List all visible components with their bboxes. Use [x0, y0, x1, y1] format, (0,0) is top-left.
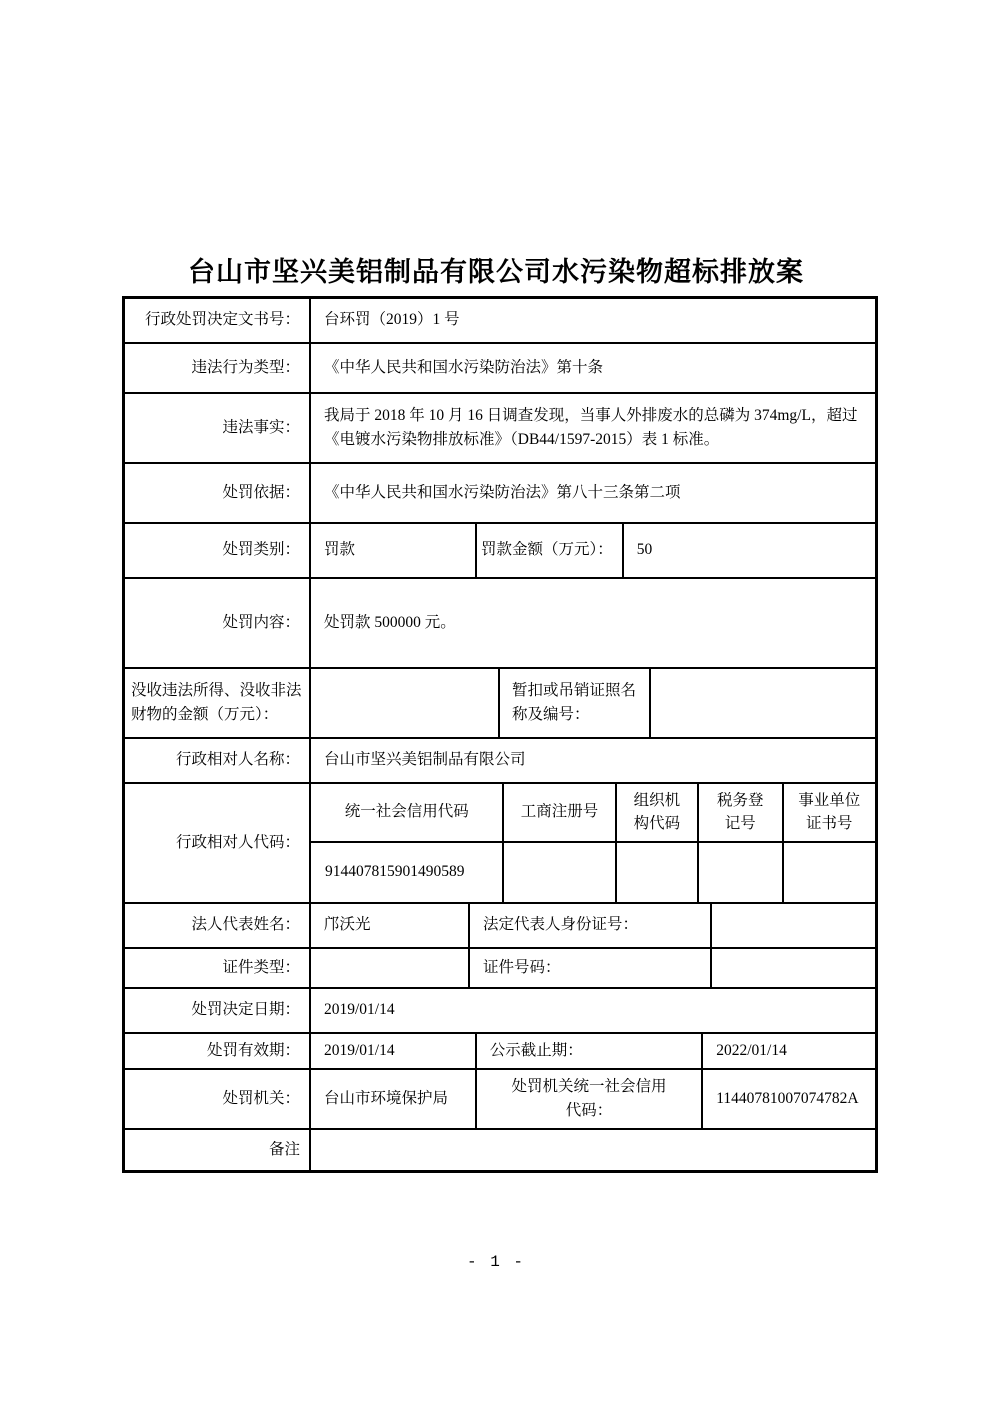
org-code-header: 组织机构代码	[617, 784, 699, 841]
table-row-party-codes	[125, 784, 875, 904]
table-row-violation-fact	[125, 394, 875, 464]
agency-credit-code-value: 11440781007074782A	[716, 1089, 859, 1107]
business-reg-no-header: 工商注册号	[504, 784, 616, 841]
cert-no-label: 证件号码：	[470, 949, 712, 987]
party-codes-label: 行政相对人代码：	[125, 784, 311, 902]
valid-date-value: 2019/01/14	[311, 1034, 477, 1068]
table-row-legal-rep	[125, 904, 875, 949]
legal-rep-id-value	[712, 904, 875, 947]
table-row-violation-type	[125, 344, 875, 394]
agency-credit-code-label: 处罚机关统一社会信用代码：	[477, 1070, 704, 1128]
table-row-confiscation	[125, 669, 875, 739]
violation-type-label: 违法行为类型：	[125, 344, 311, 392]
penalty-content-label: 处罚内容：	[125, 579, 311, 667]
agency-label: 处罚机关：	[125, 1070, 311, 1128]
violation-fact-value: 我局于 2018 年 10 月 16 日调查发现，当事人外排废水的总磷为 374mg/L，超过《电镀水污染物排放标准》（DB44/1597-2015）表 1 标准。	[324, 406, 858, 448]
doc-no-label: 行政处罚决定文书号：	[125, 299, 311, 342]
doc-no-value: 台环罚（2019）1 号	[324, 311, 460, 329]
table-row-penalty-content	[125, 579, 875, 669]
license-revoke-value	[651, 669, 875, 737]
penalty-table	[122, 296, 878, 1173]
page-number: - 1 -	[466, 1253, 525, 1271]
tax-reg-no-value	[699, 843, 784, 902]
penalty-category-label: 处罚类别：	[125, 524, 311, 577]
party-codes-header-row	[311, 784, 875, 843]
valid-date-label: 处罚有效期：	[125, 1034, 311, 1068]
party-codes-value-row	[311, 843, 875, 902]
tax-reg-no-header: 税务登记号	[699, 784, 784, 841]
table-row-penalty-category	[125, 524, 875, 579]
institution-cert-header: 事业单位证书号	[798, 792, 861, 832]
decision-date-label: 处罚决定日期：	[125, 989, 311, 1032]
fine-amount-label: 罚款金额（万元）：	[477, 524, 624, 577]
party-name-label: 行政相对人名称：	[125, 739, 311, 782]
institution-cert-value	[784, 843, 875, 902]
confiscation-label: 没收违法所得、没收非法财物的金额（万元）：	[125, 669, 311, 737]
penalty-basis-label: 处罚依据：	[125, 464, 311, 522]
table-row-valid-date	[125, 1034, 875, 1070]
confiscation-value	[311, 669, 500, 737]
table-row-remarks	[125, 1130, 875, 1170]
cert-type-value	[311, 949, 470, 987]
credit-code-header: 统一社会信用代码	[311, 784, 504, 841]
cert-no-value	[712, 949, 875, 987]
legal-rep-value: 邝沃光	[311, 904, 470, 947]
page-title: 台山市坚兴美铝制品有限公司水污染物超标排放案	[188, 257, 804, 287]
legal-rep-label: 法人代表姓名：	[125, 904, 311, 947]
business-reg-no-value	[504, 843, 616, 902]
violation-type-value: 《中华人民共和国水污染防治法》第十条	[324, 358, 604, 376]
table-row-decision-date	[125, 989, 875, 1034]
table-row-party-name	[125, 739, 875, 784]
fine-amount-value: 50	[636, 541, 653, 559]
table-row-doc-no	[125, 299, 875, 344]
org-code-value	[617, 843, 699, 902]
table-row-cert-type	[125, 949, 875, 989]
legal-rep-id-label: 法定代表人身份证号：	[470, 904, 712, 947]
party-codes-subtable	[311, 784, 875, 902]
agency-value: 台山市环境保护局	[311, 1070, 477, 1128]
remarks-value	[311, 1130, 875, 1170]
remarks-label: 备注	[125, 1130, 311, 1170]
penalty-category-value: 罚款	[311, 524, 477, 577]
publicity-deadline-value: 2022/01/14	[716, 1041, 787, 1059]
table-row-penalty-basis	[125, 464, 875, 524]
decision-date-value: 2019/01/14	[324, 1001, 395, 1019]
publicity-deadline-label: 公示截止期：	[477, 1034, 704, 1068]
credit-code-value: 914407815901490589	[311, 843, 504, 902]
cert-type-label: 证件类型：	[125, 949, 311, 987]
license-revoke-label: 暂扣或吊销证照名称及编号：	[500, 669, 651, 737]
penalty-basis-value: 《中华人民共和国水污染防治法》第八十三条第二项	[324, 483, 681, 501]
table-row-agency	[125, 1070, 875, 1130]
penalty-content-value: 处罚款 500000 元。	[324, 613, 456, 631]
violation-fact-label: 违法事实：	[125, 394, 311, 462]
party-name-value: 台山市坚兴美铝制品有限公司	[324, 751, 526, 769]
